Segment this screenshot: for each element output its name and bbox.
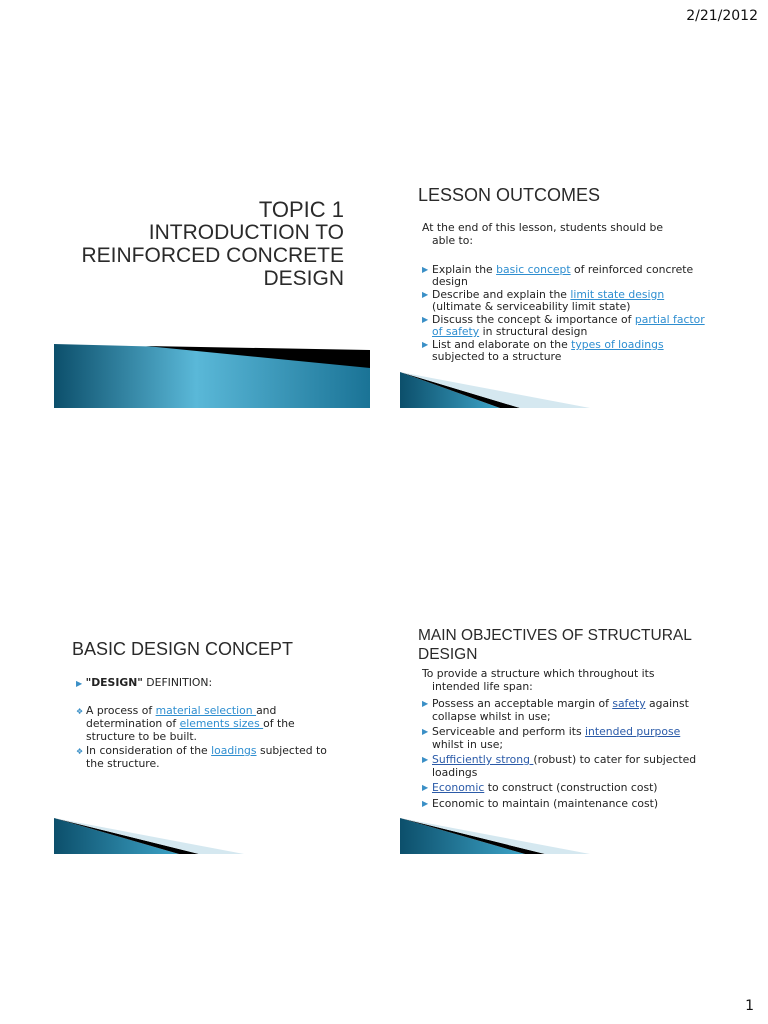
text: Serviceable and perform its [432,725,586,738]
slide-lesson-outcomes [400,168,716,408]
text: Explain the [432,263,497,276]
sufficiently-strong-link[interactable]: Sufficiently strong [432,753,534,766]
intro-line: able to: [432,233,474,247]
text: Describe and explain the [432,288,571,301]
text: in structural design [479,325,588,338]
intro-text [422,222,663,247]
text: subjected to the structure. [86,744,327,770]
outcomes-list [422,264,708,364]
intro-line: To provide a structure which throughout its [422,667,655,680]
text: List and elaborate on the [432,338,572,351]
text: to cater for subjected loadings [432,753,697,779]
slide-main-objectives [400,614,716,854]
list-item [422,726,708,751]
triangle-bullet-icon: ▶ [422,340,429,349]
list-item [422,798,708,811]
diamond-bullet-icon: ❖ [76,747,84,756]
slide-swoosh-decoration [54,814,370,854]
intro-line: At the end of this lesson, students should be [422,221,663,234]
design-term: "DESIGN" [85,676,143,689]
text: of the structure to be built. [86,717,295,743]
page-number: 1 [745,998,754,1014]
text: In consideration of the [86,744,212,757]
text: (ultimate & serviceability limit state) [432,300,631,313]
text: DEFINITION: [142,676,213,689]
triangle-bullet-icon: ▶ [422,755,429,764]
partial-factor-link[interactable]: partial factor of safety [432,313,705,338]
safety-link[interactable]: safety [612,697,646,710]
text: Discuss the concept & importance of [432,313,635,326]
list-item [422,782,708,795]
types-of-loadings-link[interactable]: types of loadings [571,338,664,351]
triangle-bullet-icon: ▶ [422,727,429,736]
list-item [422,264,708,288]
slide-swoosh-decoration [54,338,370,408]
list-item [76,704,346,743]
list-item [76,744,346,770]
slide-topic-title [54,168,370,408]
triangle-bullet-icon: ▶ [422,290,429,299]
objectives-list [422,698,708,811]
title-line: INTRODUCTION TO [148,221,344,244]
title-line: DESIGN [263,267,344,290]
title-line: REINFORCED CONCRETE [81,244,344,267]
triangle-bullet-icon: ▶ [76,679,83,688]
intro-text [422,668,655,693]
text: and determination of [86,704,277,730]
slide-swoosh-decoration [400,814,716,854]
list-item [422,339,708,363]
slide-swoosh-decoration [400,368,716,408]
text: whilst in use; [432,737,503,751]
material-selection-link[interactable]: material selection [155,704,257,717]
design-definition-heading [76,676,212,689]
intro-line: intended life span: [432,679,533,693]
print-date: 2/21/2012 [686,8,758,24]
slide-basic-design-concept [54,614,370,854]
slide-title [418,626,692,664]
diamond-bullet-icon: ❖ [76,707,84,716]
triangle-bullet-icon: ▶ [422,315,429,324]
text: Economic to maintain (maintenance cost) [432,796,659,810]
basic-concept-link[interactable]: basic concept [496,263,571,276]
title-line: MAIN OBJECTIVES OF STRUCTURAL [418,627,692,644]
loadings-link[interactable]: loadings [211,744,257,757]
text: A process of [86,704,156,717]
topic-label: TOPIC 1 [258,197,344,222]
triangle-bullet-icon: ▶ [422,699,429,708]
slide-title: LESSON OUTCOMES [418,185,601,205]
text: Possess an acceptable margin of [432,697,613,710]
list-item [422,754,708,779]
text: of reinforced concrete design [432,263,694,288]
triangle-bullet-icon: ▶ [422,798,429,808]
triangle-bullet-icon: ▶ [422,265,429,274]
text: (robust) [533,753,577,766]
slide-title: BASIC DESIGN CONCEPT [72,639,294,659]
list-item [422,698,708,723]
text: to construct (construction cost) [484,781,658,794]
title-line: DESIGN [418,646,478,663]
list-item [422,314,708,338]
economic-link[interactable]: Economic [432,781,485,794]
list-item [422,289,708,313]
definition-list [76,704,346,771]
limit-state-design-link[interactable]: limit state design [570,288,665,301]
intended-purpose-link[interactable]: intended purpose [585,725,681,738]
text: against collapse whilst in use; [432,697,689,723]
text: subjected to a structure [432,350,562,363]
slide-title [81,198,344,290]
elements-sizes-link[interactable]: elements sizes [179,717,264,730]
triangle-bullet-icon: ▶ [422,783,429,792]
